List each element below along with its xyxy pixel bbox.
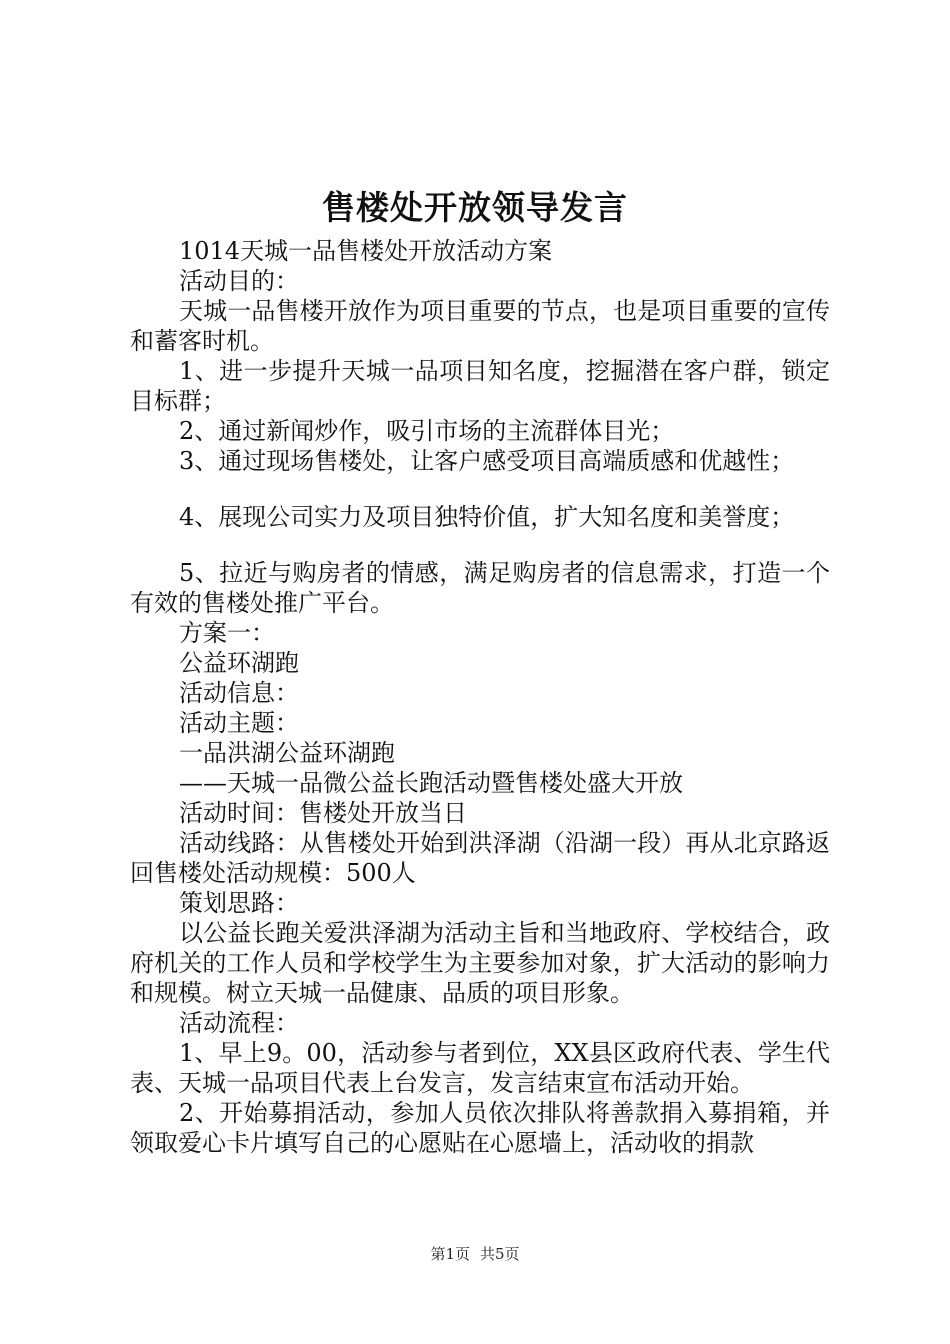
paragraph: 4、展现公司实力及项目独特价值，扩大知名度和美誉度；: [179, 503, 795, 531]
paragraph: 公益环湖跑: [179, 649, 299, 677]
paragraph: 活动信息：: [179, 679, 299, 707]
paragraph: 活动时间：售楼处开放当日: [179, 799, 467, 827]
paragraph: 以公益长跑关爱洪泽湖为活动主旨和当地政府、学校结合，政府机关的工作人员和学校学生为主要参加对象，扩大活动的影响力和规模。树立天城一品健康、品质的项目形象。: [130, 919, 830, 1007]
paragraph: 活动目的：: [179, 267, 299, 295]
paragraph: 5、拉近与购房者的情感，满足购房者的信息需求，打造一个有效的售楼处推广平台。: [130, 559, 830, 617]
document-title: 售楼处开放领导发言: [322, 188, 628, 227]
paragraph: 2、开始募捐活动，参加人员依次排队将善款捐入募捐箱，并领取爱心卡片填写自己的心愿贴在心愿墙上，活动收的捐款: [130, 1099, 830, 1157]
document-body: [130, 236, 830, 1158]
paragraph: 1、早上9。00，活动参与者到位，XX县区政府代表、学生代表、天城一品项目代表上台发言，发言结束宣布活动开始。: [130, 1039, 830, 1097]
page-number: 第1页: [430, 1245, 470, 1263]
page-footer: [0, 1244, 950, 1264]
paragraph: 活动线路：从售楼处开始到洪泽湖（沿湖一段）再从北京路返回售楼处活动规模：500人: [130, 829, 830, 887]
paragraph: 一品洪湖公益环湖跑: [179, 739, 395, 767]
paragraph: 3、通过现场售楼处，让客户感受项目高端质感和优越性；: [179, 447, 795, 475]
paragraph: 2、通过新闻炒作，吸引市场的主流群体目光；: [179, 417, 675, 445]
paragraph: ——天城一品微公益长跑活动暨售楼处盛大开放: [179, 769, 683, 797]
paragraph: 天城一品售楼开放作为项目重要的节点，也是项目重要的宣传和蓄客时机。: [130, 297, 830, 355]
paragraph: 1、进一步提升天城一品项目知名度，挖掘潜在客户群，锁定目标群；: [130, 357, 830, 415]
page-total: 共5页: [480, 1245, 520, 1263]
paragraph: 方案一：: [179, 619, 275, 647]
paragraph: 策划思路：: [179, 889, 299, 917]
paragraph: 活动流程：: [179, 1009, 299, 1037]
paragraph: 活动主题：: [179, 709, 299, 737]
paragraph: 1014天城一品售楼处开放活动方案: [179, 237, 553, 265]
